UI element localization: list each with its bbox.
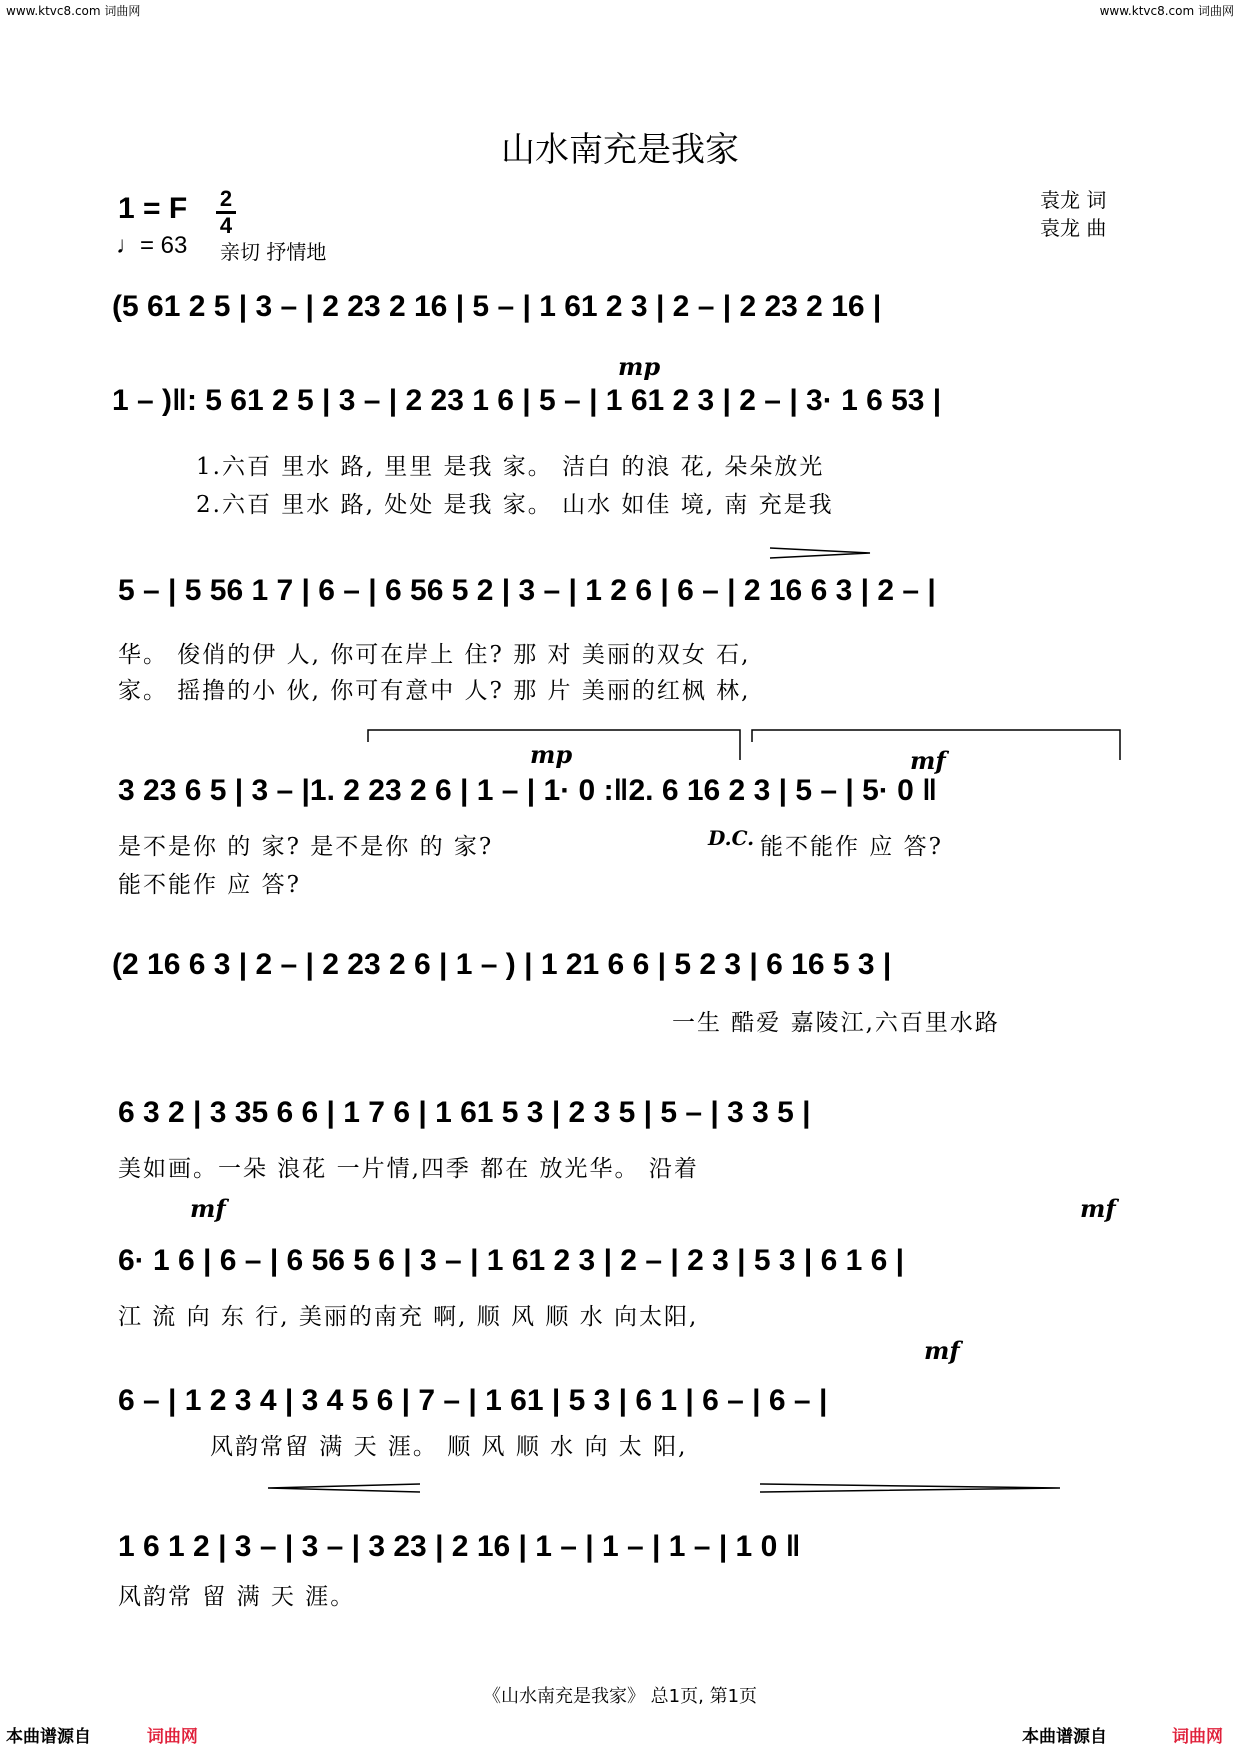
dynamic-mp: mp	[618, 352, 661, 381]
lyric-line7: 江 流 向 东 行, 美丽的南充 啊, 顺 风 顺 水 向太阳,	[118, 1304, 699, 1330]
notation-line-7: 6· 1 6 | 6 – | 6 56 5 6 | 3 – | 1 61 2 3 | 2 – | 2 3 | 5 3 | 6 1 6 |	[118, 1244, 905, 1277]
notation-line-1: (5 61 2 5 | 3 – | 2 23 2 16 | 5 – | 1 61 2 3 | 2 – | 2 23 2 16 |	[112, 290, 882, 323]
lyric-verse2-line2: 2.六百 里水 路, 处处 是我 家。 山水 如佳 境, 南 充是我	[196, 492, 834, 518]
lyric-line8: 风韵常留 满 天 涯。 顺 风 顺 水 向 太 阳,	[210, 1434, 688, 1460]
lyric-line5: 一生 酷爱 嘉陵江,六百里水路	[672, 1010, 1000, 1036]
time-top: 2	[219, 186, 233, 211]
notation-line-2: 1 – )‖: 5 61 2 5 | 3 – | 2 23 1 6 | 5 – | 1 61 2 3 | 2 – | 3· 1 6 53 |	[112, 384, 942, 417]
key-signature: 1 = F	[118, 192, 188, 225]
notation-line-4: 3 23 6 5 | 3 – |1. 2 23 2 6 | 1 – | 1· 0 :‖2. 6 16 2 3 | 5 – | 5· 0 ‖	[118, 774, 938, 807]
notation-line-9: 1 6 1 2 | 3 – | 3 – | 3 23 | 2 16 | 1 – | 1 – | 1 – | 1 0 ‖	[118, 1530, 801, 1563]
composer-credit: 袁龙 曲	[1040, 216, 1107, 240]
song-title: 山水南充是我家	[501, 130, 739, 170]
crescendo-hairpin	[268, 1484, 420, 1492]
notation-line-6: 6 3 2 | 3 35 6 6 | 1 7 6 | 1 61 5 3 | 2 3 5 | 5 – | 3 3 5 |	[118, 1096, 811, 1129]
footer-source-right: 本曲谱源自	[1022, 1727, 1107, 1747]
footer-brand-right: 词曲网	[1172, 1727, 1223, 1747]
expression-marking: 亲切 抒情地	[220, 240, 327, 264]
dynamic-mf-2: mf	[190, 1194, 226, 1223]
lyric-line6: 美如画。一朵 浪花 一片情,四季 都在 放光华。 沿着	[118, 1156, 699, 1182]
lyricist-credit: 袁龙 词	[1040, 188, 1107, 212]
dynamic-mf-4: mf	[924, 1336, 960, 1365]
lyric-ending2: 能不能作 应 答?	[760, 834, 943, 860]
lyric-verse1-line3: 华。 俊俏的伊 人, 你可在岸上 住? 那 对 美丽的双女 石,	[118, 642, 751, 668]
dynamic-mf: mf	[910, 746, 946, 775]
footer-brand-left: 词曲网	[146, 1727, 198, 1747]
lyric-verse2-line3: 家。 摇撸的小 伙, 你可有意中 人? 那 片 美丽的红枫 林,	[118, 678, 751, 704]
notation-line-8: 6 – | 1 2 3 4 | 3 4 5 6 | 7 – | 1 61 | 5 3 | 6 1 | 6 – | 6 – |	[118, 1384, 828, 1417]
time-bottom: 4	[219, 213, 233, 238]
dynamic-mf-3: mf	[1080, 1194, 1116, 1223]
lyric-verse1-line4: 是不是你 的 家? 是不是你 的 家?	[118, 834, 494, 860]
volta-bracket-2	[752, 730, 1120, 760]
decrescendo-hairpin-1	[770, 548, 870, 558]
dynamic-mp-2: mp	[530, 740, 573, 769]
lyric-verse1-line2: 1.六百 里水 路, 里里 是我 家。 洁白 的浪 花, 朵朵放光	[196, 454, 825, 480]
notation-line-5: (2 16 6 3 | 2 – | 2 23 2 6 | 1 – ) | 1 21 6 6 | 5 2 3 | 6 16 5 3 |	[112, 948, 892, 981]
page-footer: 《山水南充是我家》 总1页, 第1页	[482, 1686, 758, 1707]
tempo-value: = 63	[140, 232, 188, 259]
da-capo-marking: D.C.	[708, 826, 755, 850]
footer-source-left	[6, 1722, 198, 1747]
volta-bracket-1	[368, 730, 740, 760]
lyric-line9: 风韵常 留 满 天 涯。	[118, 1584, 356, 1610]
notation-line-3: 5 – | 5 56 1 7 | 6 – | 6 56 5 2 | 3 – | 1 2 6 | 6 – | 2 16 6 3 | 2 – |	[118, 574, 936, 607]
header-right: www.ktvc8.com 词曲网	[1099, 4, 1234, 18]
decrescendo-hairpin-2	[760, 1484, 1060, 1492]
header-left: www.ktvc8.com 词曲网	[6, 4, 141, 18]
quarter-note-icon: ♩	[116, 232, 140, 259]
footer-source-left-text: 本曲谱源自	[6, 1727, 91, 1747]
lyric-verse2-line4: 能不能作 应 答?	[118, 872, 301, 898]
